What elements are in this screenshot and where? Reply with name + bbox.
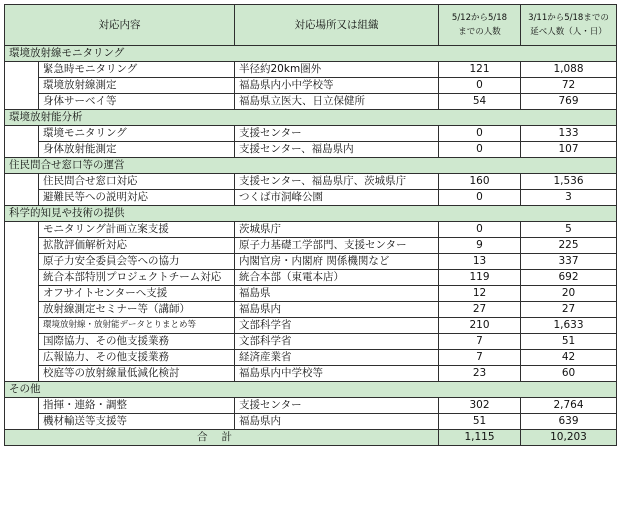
total-count-cell: 225 xyxy=(521,238,617,254)
week-count-cell: 23 xyxy=(439,366,521,382)
indent-cell xyxy=(5,174,39,190)
table-row xyxy=(5,398,617,414)
task-cell: 緊急時モニタリング xyxy=(39,62,235,78)
week-count-cell: 121 xyxy=(439,62,521,78)
place-cell: 内閣官房・内閣府 関係機関など xyxy=(235,254,439,270)
total-count-cell: 60 xyxy=(521,366,617,382)
place-cell: 経済産業省 xyxy=(235,350,439,366)
place-cell: 茨城県庁 xyxy=(235,222,439,238)
place-cell: 半径約20km圏外 xyxy=(235,62,439,78)
category-label: その他 xyxy=(5,382,617,398)
header-total-line2: 延べ人数（人・日） xyxy=(530,27,607,37)
place-cell: 文部科学省 xyxy=(235,334,439,350)
indent-cell xyxy=(5,334,39,350)
indent-cell xyxy=(5,222,39,238)
category-label: 環境放射能分析 xyxy=(5,110,617,126)
staffing-table xyxy=(4,4,617,446)
table-row xyxy=(5,142,617,158)
task-cell: 環境放射線測定 xyxy=(39,78,235,94)
table-row xyxy=(5,254,617,270)
category-row xyxy=(5,158,617,174)
indent-cell xyxy=(5,302,39,318)
total-count-cell: 769 xyxy=(521,94,617,110)
task-cell: 放射線測定セミナー等（講師） xyxy=(39,302,235,318)
place-cell: 原子力基礎工学部門、支援センター xyxy=(235,238,439,254)
total-count-cell: 1,536 xyxy=(521,174,617,190)
total-count-cell: 5 xyxy=(521,222,617,238)
week-count-cell: 160 xyxy=(439,174,521,190)
indent-cell xyxy=(5,94,39,110)
category-row xyxy=(5,46,617,62)
indent-cell xyxy=(5,78,39,94)
total-count-cell: 2,764 xyxy=(521,398,617,414)
total-row xyxy=(5,430,617,446)
task-cell: 統合本部特別プロジェクトチーム対応 xyxy=(39,270,235,286)
header-total-line1: 3/11から5/18までの xyxy=(528,13,609,23)
week-count-cell: 51 xyxy=(439,414,521,430)
task-cell: 機材輸送等支援等 xyxy=(39,414,235,430)
total-count-cell: 692 xyxy=(521,270,617,286)
place-cell: 支援センター xyxy=(235,126,439,142)
place-cell: 統合本部（東電本店） xyxy=(235,270,439,286)
header-place: 対応場所又は組織 xyxy=(235,5,439,46)
header-row xyxy=(5,5,617,46)
indent-cell xyxy=(5,254,39,270)
total-count-cell: 639 xyxy=(521,414,617,430)
place-cell: 支援センター、福島県内 xyxy=(235,142,439,158)
week-count-cell: 210 xyxy=(439,318,521,334)
header-total xyxy=(521,5,617,46)
total-week-cell: 1,115 xyxy=(439,430,521,446)
week-count-cell: 0 xyxy=(439,222,521,238)
indent-cell xyxy=(5,398,39,414)
week-count-cell: 12 xyxy=(439,286,521,302)
table-row xyxy=(5,350,617,366)
task-cell: 広報協力、その他支援業務 xyxy=(39,350,235,366)
place-cell: 福島県内小中学校等 xyxy=(235,78,439,94)
week-count-cell: 7 xyxy=(439,350,521,366)
total-count-cell: 3 xyxy=(521,190,617,206)
indent-cell xyxy=(5,366,39,382)
task-cell: 拡散評価解析対応 xyxy=(39,238,235,254)
place-cell: 文部科学省 xyxy=(235,318,439,334)
indent-cell xyxy=(5,238,39,254)
indent-cell xyxy=(5,142,39,158)
task-cell: オフサイトセンターへ支援 xyxy=(39,286,235,302)
header-week-line2: までの人数 xyxy=(458,27,501,37)
total-count-cell: 337 xyxy=(521,254,617,270)
table-row xyxy=(5,78,617,94)
indent-cell xyxy=(5,318,39,334)
place-cell: 福島県内中学校等 xyxy=(235,366,439,382)
task-cell: 環境放射線・放射能データとりまとめ等 xyxy=(39,318,235,334)
task-cell: 指揮・連絡・調整 xyxy=(39,398,235,414)
week-count-cell: 0 xyxy=(439,78,521,94)
total-count-cell: 107 xyxy=(521,142,617,158)
table-row xyxy=(5,222,617,238)
table-row xyxy=(5,238,617,254)
table-row xyxy=(5,318,617,334)
week-count-cell: 13 xyxy=(439,254,521,270)
week-count-cell: 0 xyxy=(439,190,521,206)
indent-cell xyxy=(5,126,39,142)
indent-cell xyxy=(5,414,39,430)
place-cell: 福島県内 xyxy=(235,414,439,430)
table-row xyxy=(5,414,617,430)
place-cell: 福島県 xyxy=(235,286,439,302)
total-count-cell: 1,633 xyxy=(521,318,617,334)
indent-cell xyxy=(5,350,39,366)
task-cell: 住民問合せ窓口対応 xyxy=(39,174,235,190)
total-count-cell: 51 xyxy=(521,334,617,350)
category-row xyxy=(5,110,617,126)
category-label: 科学的知見や技術の提供 xyxy=(5,206,617,222)
task-cell: モニタリング計画立案支援 xyxy=(39,222,235,238)
week-count-cell: 9 xyxy=(439,238,521,254)
indent-cell xyxy=(5,286,39,302)
task-cell: 身体サーベイ等 xyxy=(39,94,235,110)
total-count-cell: 20 xyxy=(521,286,617,302)
task-cell: 身体放射能測定 xyxy=(39,142,235,158)
header-task: 対応内容 xyxy=(5,5,235,46)
total-count-cell: 42 xyxy=(521,350,617,366)
total-all-cell: 10,203 xyxy=(521,430,617,446)
task-cell: 原子力安全委員会等への協力 xyxy=(39,254,235,270)
indent-cell xyxy=(5,62,39,78)
header-week-line1: 5/12から5/18 xyxy=(451,13,508,23)
category-label: 住民問合せ窓口等の運営 xyxy=(5,158,617,174)
task-cell: 環境モニタリング xyxy=(39,126,235,142)
total-count-cell: 133 xyxy=(521,126,617,142)
table-row xyxy=(5,94,617,110)
place-cell: 福島県内 xyxy=(235,302,439,318)
week-count-cell: 0 xyxy=(439,126,521,142)
indent-cell xyxy=(5,270,39,286)
place-cell: 福島県立医大、日立保健所 xyxy=(235,94,439,110)
table-row xyxy=(5,126,617,142)
week-count-cell: 0 xyxy=(439,142,521,158)
task-cell: 国際協力、その他支援業務 xyxy=(39,334,235,350)
table-row xyxy=(5,366,617,382)
task-cell: 避難民等への説明対応 xyxy=(39,190,235,206)
table-row xyxy=(5,174,617,190)
week-count-cell: 54 xyxy=(439,94,521,110)
indent-cell xyxy=(5,190,39,206)
week-count-cell: 27 xyxy=(439,302,521,318)
category-label: 環境放射線モニタリング xyxy=(5,46,617,62)
week-count-cell: 7 xyxy=(439,334,521,350)
week-count-cell: 119 xyxy=(439,270,521,286)
week-count-cell: 302 xyxy=(439,398,521,414)
category-row xyxy=(5,382,617,398)
header-week xyxy=(439,5,521,46)
table-row xyxy=(5,270,617,286)
category-row xyxy=(5,206,617,222)
total-count-cell: 72 xyxy=(521,78,617,94)
table-row xyxy=(5,302,617,318)
table-row xyxy=(5,286,617,302)
table-row xyxy=(5,334,617,350)
total-label: 合計 xyxy=(5,430,439,446)
place-cell: 支援センター xyxy=(235,398,439,414)
table-row xyxy=(5,190,617,206)
place-cell: 支援センター、福島県庁、茨城県庁 xyxy=(235,174,439,190)
place-cell: つくば市洞峰公園 xyxy=(235,190,439,206)
total-count-cell: 27 xyxy=(521,302,617,318)
task-cell: 校庭等の放射線量低減化検討 xyxy=(39,366,235,382)
total-count-cell: 1,088 xyxy=(521,62,617,78)
table-row xyxy=(5,62,617,78)
